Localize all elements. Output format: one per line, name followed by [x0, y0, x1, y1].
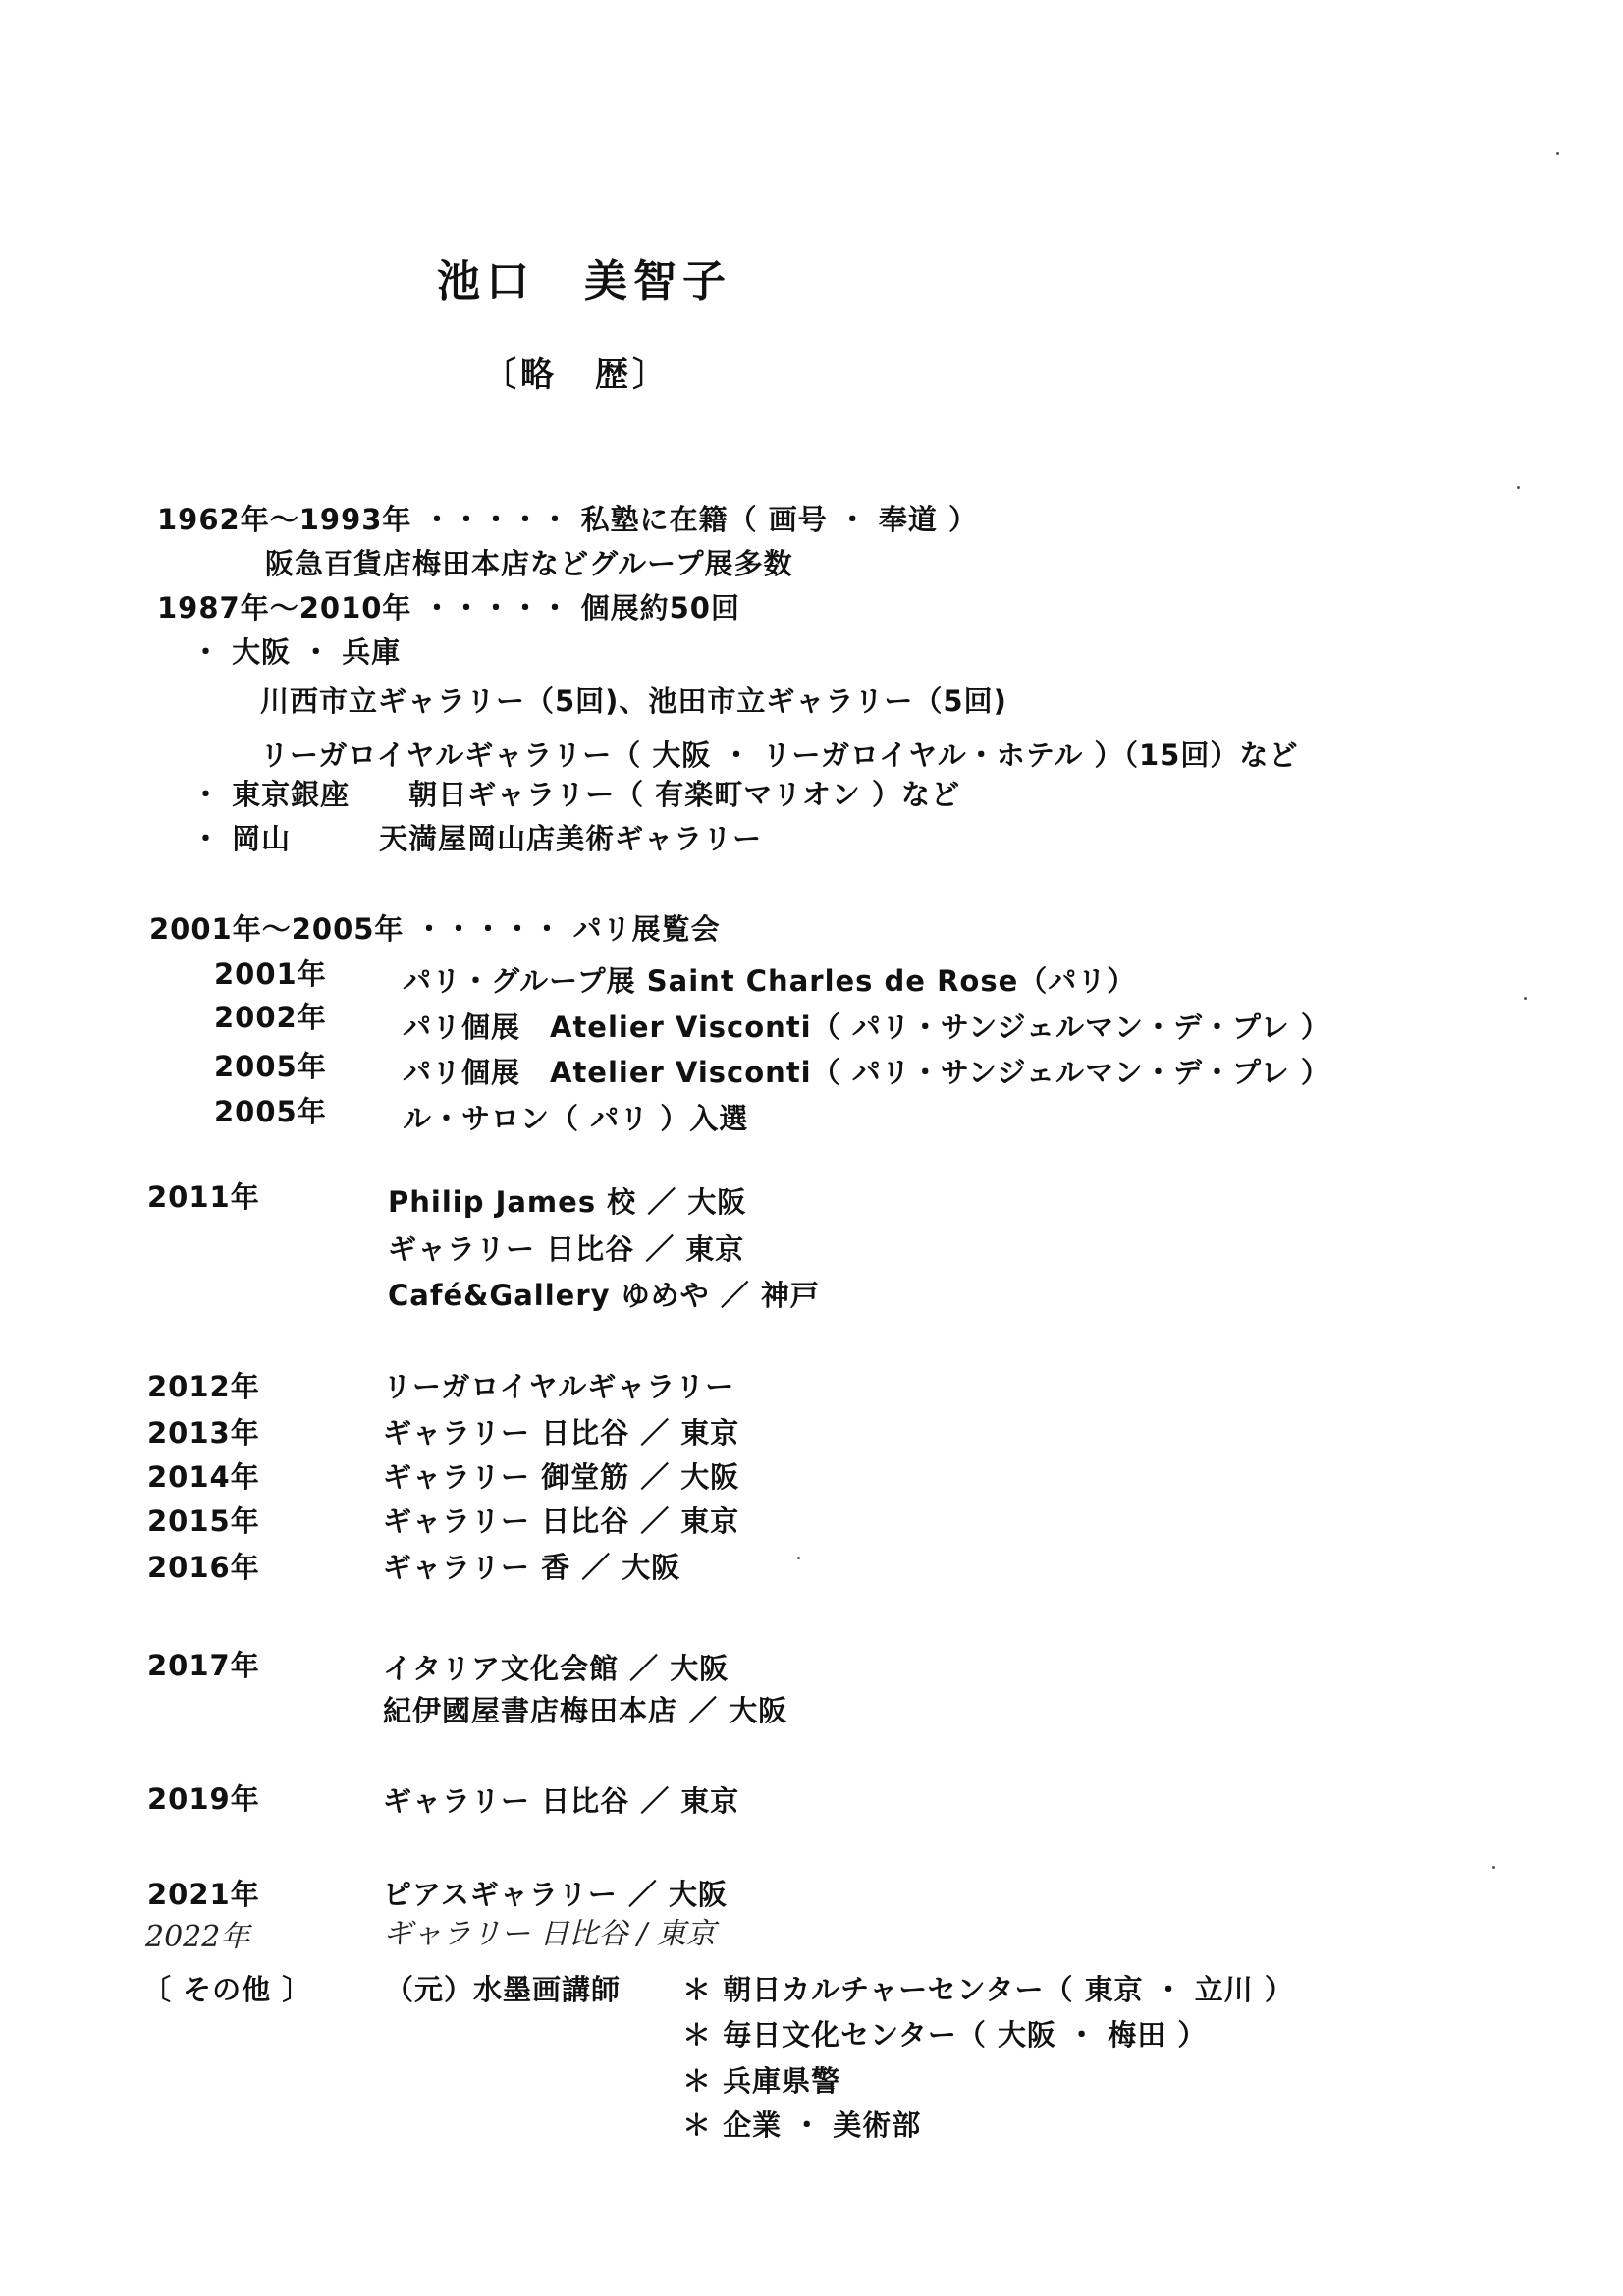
history-line: ・ 大阪 ・ 兵庫 — [191, 635, 402, 669]
history-line: ・ 東京銀座 朝日ギャラリー（ 有楽町マリオン ）など — [191, 778, 960, 811]
exhibition-entry: リーガロイヤルギャラリー — [383, 1370, 735, 1403]
scan-speck — [1492, 1866, 1495, 1869]
other-item: ＊ 毎日文化センター（ 大阪 ・ 梅田 ） — [682, 2018, 1208, 2051]
history-line: 1987年〜2010年 ・・・・・ 個展約50回 — [157, 591, 740, 625]
scan-speck — [1524, 997, 1527, 1000]
exhibition-entry: ギャラリー 日比谷 ／ 東京 — [388, 1232, 745, 1266]
exhibition-entry: ギャラリー 日比谷 ／ 東京 — [383, 1504, 740, 1538]
history-line: 川西市立ギャラリー（5回)、池田市立ギャラリー（5回) — [260, 684, 1007, 718]
exhibition-entry: ギャラリー 香 ／ 大阪 — [383, 1551, 681, 1584]
year-label: 2013年 — [147, 1416, 260, 1449]
paris-text: パリ個展 Atelier Visconti（ パリ・サンジェルマン・デ・プレ ） — [403, 1011, 1330, 1044]
other-item: ＊ 朝日カルチャーセンター（ 東京 ・ 立川 ） — [682, 1973, 1294, 2006]
year-label: 2012年 — [147, 1370, 260, 1403]
history-line: リーガロイヤルギャラリー（ 大阪 ・ リーガロイヤル・ホテル ）（15回）など — [260, 738, 1299, 772]
year-label: 2015年 — [147, 1504, 260, 1538]
exhibition-entry: Philip James 校 ／ 大阪 — [388, 1185, 747, 1219]
paris-text: ル・サロン（ パリ ）入選 — [403, 1102, 749, 1135]
paris-header: 2001年〜2005年 ・・・・・ パリ展覧会 — [149, 912, 721, 946]
history-line: 1962年〜1993年 ・・・・・ 私塾に在籍（ 画号 ・ 奉道 ） — [157, 503, 979, 536]
exhibition-entry: ギャラリー 日比谷 ／ 東京 — [383, 1416, 740, 1449]
year-label: 2016年 — [147, 1551, 260, 1584]
section-heading: 〔略 歴〕 — [483, 355, 670, 395]
year-label: 2017年 — [147, 1649, 260, 1682]
paris-text: パリ個展 Atelier Visconti（ パリ・サンジェルマン・デ・プレ ） — [403, 1056, 1330, 1089]
scan-speck — [797, 1557, 800, 1559]
paris-year: 2005年 — [214, 1095, 327, 1128]
year-label: 2019年 — [147, 1782, 260, 1816]
exhibition-entry: 紀伊國屋書店梅田本店 ／ 大阪 — [383, 1694, 788, 1727]
other-role: （元）水墨画講師 — [385, 1973, 622, 2006]
handwritten-year: 2022年 — [145, 1920, 250, 1954]
paris-year: 2002年 — [214, 1001, 327, 1034]
exhibition-entry: イタリア文化会館 ／ 大阪 — [383, 1652, 730, 1685]
handwritten-entry: ギャラリー 日比谷 / 東京 — [383, 1917, 716, 1951]
other-item: ＊ 兵庫県警 — [682, 2064, 841, 2098]
exhibition-entry: ピアスギャラリー ／ 大阪 — [383, 1878, 729, 1911]
year-label: 2014年 — [147, 1460, 260, 1494]
exhibition-entry: ギャラリー 日比谷 ／ 東京 — [383, 1784, 740, 1818]
year-label: 2011年 — [147, 1180, 260, 1214]
author-name: 池口 美智子 — [437, 256, 731, 306]
history-line: ・ 岡山 天満屋岡山店美術ギャラリー — [191, 822, 763, 855]
scan-speck — [1517, 486, 1520, 489]
scan-speck — [1556, 152, 1559, 155]
paris-text: パリ・グループ展 Saint Charles de Rose（パリ） — [403, 964, 1137, 998]
year-label: 2021年 — [147, 1878, 260, 1911]
exhibition-entry: ギャラリー 御堂筋 ／ 大阪 — [383, 1460, 740, 1494]
history-line: 阪急百貨店梅田本店などグループ展多数 — [265, 547, 793, 580]
paris-year: 2001年 — [214, 957, 327, 991]
other-label: 〔 その他 〕 — [142, 1973, 312, 2006]
other-item: ＊ 企業 ・ 美術部 — [682, 2108, 922, 2142]
exhibition-entry: Café&Gallery ゆめや ／ 神戸 — [388, 1279, 820, 1312]
paris-year: 2005年 — [214, 1050, 327, 1083]
